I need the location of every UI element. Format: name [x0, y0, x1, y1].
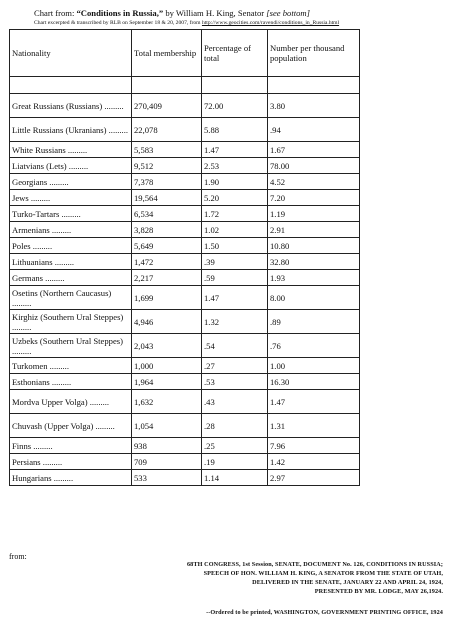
percent-cell: .43 — [202, 390, 268, 414]
citation-line: SPEECH OF HON. WILLIAM H. KING, A SENATOR FROM THE STATE OF UTAH, — [203, 570, 443, 577]
table-row — [10, 174, 360, 190]
from-label: from: — [9, 552, 27, 561]
table-row — [10, 254, 360, 270]
see-bottom-note: [see bottom] — [266, 8, 310, 18]
percent-cell: .53 — [202, 374, 268, 390]
total-cell: 5,583 — [132, 142, 202, 158]
nationality-cell: Hungarians ......... — [10, 470, 132, 486]
nationality-cell: Esthonians ......... — [10, 374, 132, 390]
nationality-cell: Kirghiz (Southern Ural Steppes) ......... — [10, 310, 132, 334]
percent-cell: .19 — [202, 454, 268, 470]
total-cell: 5,649 — [132, 238, 202, 254]
percent-cell: .28 — [202, 414, 268, 438]
nationality-cell: Uzbeks (Southern Ural Steppes) ......... — [10, 334, 132, 358]
percent-cell: .39 — [202, 254, 268, 270]
nationality-cell: Mordva Upper Volga) ......... — [10, 390, 132, 414]
table-row — [10, 142, 360, 158]
title-author: by William H. King, Senator — [163, 8, 267, 18]
table-row — [10, 414, 360, 438]
total-cell: 2,043 — [132, 334, 202, 358]
nationality-cell: Lithuanians ......... — [10, 254, 132, 270]
per-thousand-cell: 1.31 — [268, 414, 360, 438]
nationality-cell: Germans ......... — [10, 270, 132, 286]
nationality-cell: Finns ......... — [10, 438, 132, 454]
percent-cell: 2.53 — [202, 158, 268, 174]
total-cell: 709 — [132, 454, 202, 470]
nationality-cell: Osetins (Northern Caucasus) ......... — [10, 286, 132, 310]
header-nationality: Nationality — [10, 30, 132, 77]
spacer-cell — [268, 77, 360, 94]
total-cell: 1,000 — [132, 358, 202, 374]
percent-cell: 1.32 — [202, 310, 268, 334]
total-cell: 1,699 — [132, 286, 202, 310]
per-thousand-cell: 1.42 — [268, 454, 360, 470]
table-row — [10, 310, 360, 334]
nationality-cell: Persians ......... — [10, 454, 132, 470]
table-row — [10, 374, 360, 390]
table-row — [10, 286, 360, 310]
nationality-cell: Poles ......... — [10, 238, 132, 254]
percent-cell: 1.14 — [202, 470, 268, 486]
nationality-cell: Chuvash (Upper Volga) ......... — [10, 414, 132, 438]
table-row — [10, 270, 360, 286]
per-thousand-cell: 1.93 — [268, 270, 360, 286]
table-row — [10, 206, 360, 222]
citation-line: PRESENTED BY MR. LODGE, MAY 26,1924. — [314, 588, 443, 595]
per-thousand-cell: .89 — [268, 310, 360, 334]
percent-cell: 1.90 — [202, 174, 268, 190]
spacer-cell — [202, 77, 268, 94]
percent-cell: 5.88 — [202, 118, 268, 142]
per-thousand-cell: 1.19 — [268, 206, 360, 222]
percent-cell: 5.20 — [202, 190, 268, 206]
citation-line: DELIVERED IN THE SENATE, JANUARY 22 AND APRIL 24, 1924, — [252, 579, 443, 586]
per-thousand-cell: 2.97 — [268, 470, 360, 486]
table-body — [10, 77, 360, 486]
per-thousand-cell: 16.30 — [268, 374, 360, 390]
per-thousand-cell: 8.00 — [268, 286, 360, 310]
nationality-cell: Great Russians (Russians) ......... — [10, 94, 132, 118]
nationality-cell: White Russians ......... — [10, 142, 132, 158]
per-thousand-cell: 7.20 — [268, 190, 360, 206]
header-total-membership: Total membership — [132, 30, 202, 77]
table-row — [10, 390, 360, 414]
total-cell: 3,828 — [132, 222, 202, 238]
table-row — [10, 470, 360, 486]
source-link[interactable]: http://www.geocities.com/ravendi/conditions_in_Russia.html — [201, 20, 340, 26]
table-row — [10, 454, 360, 470]
nationality-cell: Jews ......... — [10, 190, 132, 206]
per-thousand-cell: .94 — [268, 118, 360, 142]
percent-cell: .25 — [202, 438, 268, 454]
per-thousand-cell: .76 — [268, 334, 360, 358]
nationality-table — [9, 29, 360, 486]
percent-cell: 1.47 — [202, 142, 268, 158]
total-cell: 1,054 — [132, 414, 202, 438]
percent-cell: 1.72 — [202, 206, 268, 222]
nationality-cell: Liatvians (Lets) ......... — [10, 158, 132, 174]
table-row — [10, 238, 360, 254]
excerpt-note: Chart excerpted & transcribed by RLB on September 18 & 20, 2007, from — [34, 20, 202, 26]
chart-title — [34, 8, 444, 19]
table-row — [10, 222, 360, 238]
nationality-cell: Turkomen ......... — [10, 358, 132, 374]
table-row — [10, 118, 360, 142]
total-cell: 6,534 — [132, 206, 202, 222]
per-thousand-cell: 2.91 — [268, 222, 360, 238]
table-header-row — [10, 30, 360, 77]
per-thousand-cell: 1.67 — [268, 142, 360, 158]
table-spacer-row — [10, 77, 360, 94]
nationality-cell: Little Russians (Ukranians) ......... — [10, 118, 132, 142]
percent-cell: .54 — [202, 334, 268, 358]
spacer-cell — [10, 77, 132, 94]
header-per-thousand: Number per thousand population — [268, 30, 360, 77]
percent-cell: 1.02 — [202, 222, 268, 238]
title-prefix: Chart from: — [34, 8, 77, 18]
citation-line: 68TH CONGRESS, 1st Session, SENATE, DOCUMENT No. 126, CONDITIONS IN RUSSIA; — [186, 561, 443, 568]
total-cell: 270,409 — [132, 94, 202, 118]
per-thousand-cell: 3.80 — [268, 94, 360, 118]
per-thousand-cell: 10.80 — [268, 238, 360, 254]
per-thousand-cell: 78.00 — [268, 158, 360, 174]
per-thousand-cell: 1.00 — [268, 358, 360, 374]
per-thousand-cell: 7.96 — [268, 438, 360, 454]
table-row — [10, 190, 360, 206]
source-line — [34, 20, 449, 27]
total-cell: 4,946 — [132, 310, 202, 334]
percent-cell: 1.50 — [202, 238, 268, 254]
table-row — [10, 158, 360, 174]
citation — [13, 560, 443, 617]
nationality-cell: Armenians ......... — [10, 222, 132, 238]
percent-cell: 1.47 — [202, 286, 268, 310]
total-cell: 1,472 — [132, 254, 202, 270]
table-row — [10, 358, 360, 374]
header-percentage: Percentage of total — [202, 30, 268, 77]
total-cell: 22,078 — [132, 118, 202, 142]
total-cell: 19,564 — [132, 190, 202, 206]
total-cell: 2,217 — [132, 270, 202, 286]
document-title: “Conditions in Russia,” — [76, 8, 164, 18]
per-thousand-cell: 4.52 — [268, 174, 360, 190]
print-order-line: --Ordered to be printed, WASHINGTON, GOVERNMENT PRINTING OFFICE, 1924 — [206, 609, 443, 616]
total-cell: 1,964 — [132, 374, 202, 390]
total-cell: 533 — [132, 470, 202, 486]
percent-cell: 72.00 — [202, 94, 268, 118]
spacer-cell — [132, 77, 202, 94]
per-thousand-cell: 32.80 — [268, 254, 360, 270]
total-cell: 9,512 — [132, 158, 202, 174]
total-cell: 938 — [132, 438, 202, 454]
nationality-cell: Turko-Tartars ......... — [10, 206, 132, 222]
per-thousand-cell: 1.47 — [268, 390, 360, 414]
table-row — [10, 94, 360, 118]
table-row — [10, 438, 360, 454]
percent-cell: .27 — [202, 358, 268, 374]
table-row — [10, 334, 360, 358]
total-cell: 7,378 — [132, 174, 202, 190]
total-cell: 1,632 — [132, 390, 202, 414]
nationality-cell: Georgians ......... — [10, 174, 132, 190]
percent-cell: .59 — [202, 270, 268, 286]
